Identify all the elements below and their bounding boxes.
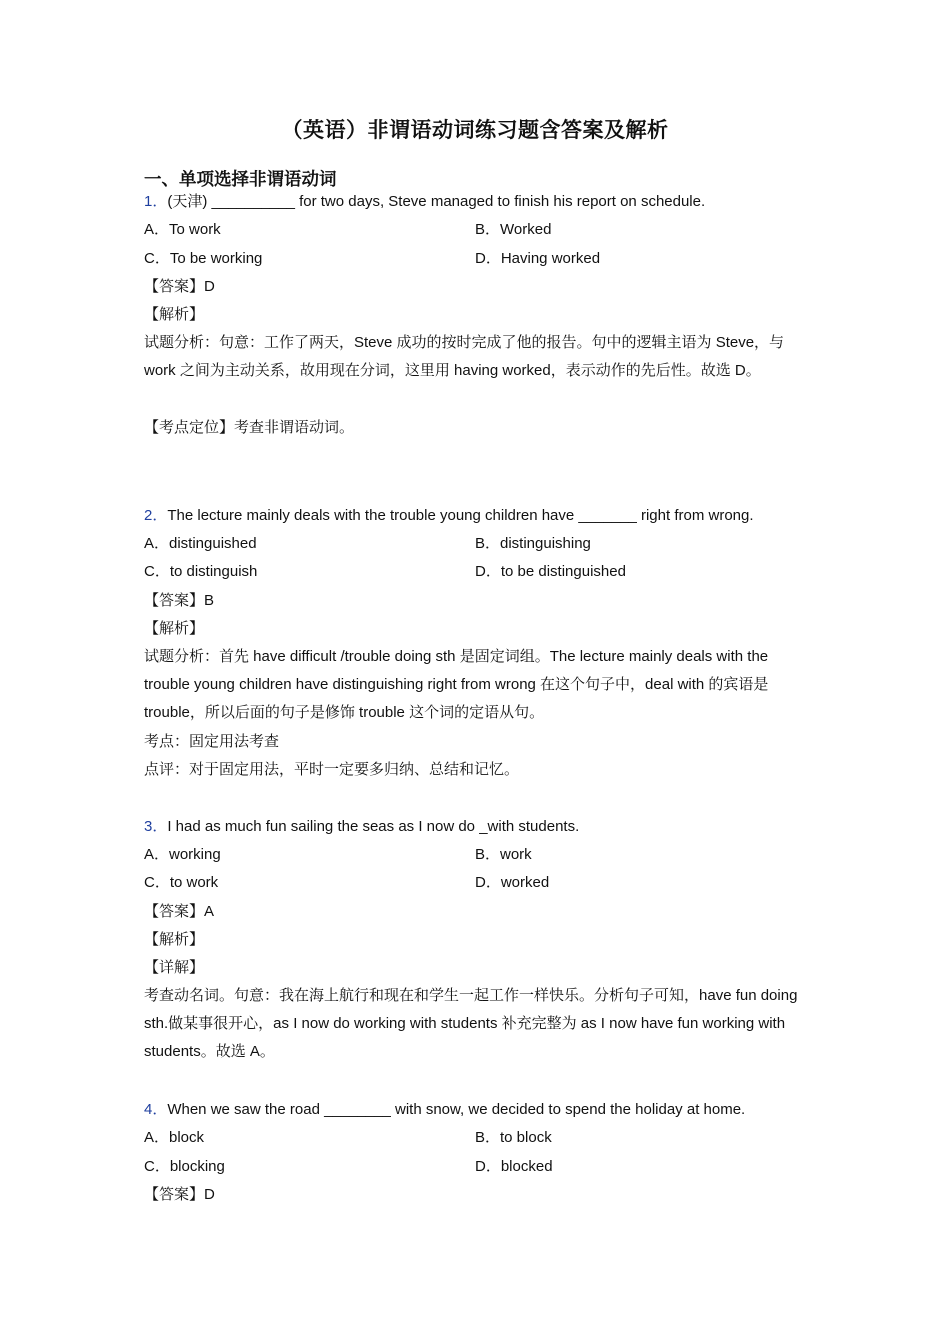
option-a: A．block	[144, 1129, 205, 1146]
question-text: (天津) __________ for two days, Steve managed to finish his report on schedule.	[167, 193, 706, 210]
question-1-stem	[144, 192, 705, 212]
option-c: C．to distinguish	[144, 563, 258, 580]
option-d: D．worked	[475, 874, 550, 891]
explanation-label: 【解析】	[144, 931, 205, 948]
detail-label: 【详解】	[144, 959, 205, 976]
option-a: A．working	[144, 846, 221, 863]
option-a: A．To work	[144, 221, 221, 238]
option-d: D．Having worked	[475, 250, 601, 267]
question-number: 3．	[144, 818, 168, 835]
answer-line: 【答案】D	[144, 1186, 215, 1203]
option-c: C．To be working	[144, 250, 263, 267]
knowledge-point: 【考点定位】考查非谓语动词。	[144, 419, 355, 436]
option-d: D．blocked	[475, 1158, 553, 1175]
question-number: 4．	[144, 1101, 168, 1118]
explanation-label: 【解析】	[144, 306, 205, 323]
explanation-label: 【解析】	[144, 620, 205, 637]
question-text: When we saw the road ________ with snow, we decided to spend the holiday at home.	[167, 1101, 746, 1118]
answer-line: 【答案】B	[144, 592, 215, 609]
question-4-stem	[144, 1100, 745, 1120]
option-b: B．Worked	[475, 221, 552, 238]
option-c: C．blocking	[144, 1158, 225, 1175]
question-text: The lecture mainly deals with the trouble young children have _______ right from wrong.	[167, 507, 754, 524]
question-number: 1．	[144, 193, 168, 210]
option-b: B．to block	[475, 1129, 552, 1146]
question-2-stem	[144, 506, 754, 526]
question-text: I had as much fun sailing the seas as I now do _with students.	[167, 818, 580, 835]
answer-line: 【答案】D	[144, 278, 215, 295]
option-c: C．to work	[144, 874, 219, 891]
answer-line: 【答案】A	[144, 903, 215, 920]
review-note: 点评：对于固定用法，平时一定要多归纳、总结和记忆。	[144, 761, 520, 778]
option-b: B．distinguishing	[475, 535, 591, 552]
analysis-paragraph: 考查动名词。句意：我在海上航行和现在和学生一起工作一样快乐。分析句子可知，have fun doing sth.做某事很开心，as I now do working with students 补充完整为 as I now have fun working with students。故选 A。	[144, 987, 798, 1060]
analysis-paragraph: 试题分析：句意：工作了两天，Steve 成功的按时完成了他的报告。句中的逻辑主语为 Steve，与 work 之间为主动关系，故用现在分词，这里用 having worked，表示动作的先后性。故选 D。	[144, 334, 785, 379]
page-title: （英语）非谓语动词练习题含答案及解析	[281, 119, 669, 142]
question-3-stem	[144, 817, 579, 837]
analysis-paragraph: 试题分析：首先 have difficult /trouble doing sth 是固定词组。The lecture mainly deals with the trouble young children have distinguishing right from wrong 在这个句子中，deal with 的宾语是 trouble，所以后面的句子是修饰 trouble 这个词的定语从句。	[144, 648, 769, 721]
option-b: B．work	[475, 846, 532, 863]
option-d: D．to be distinguished	[475, 563, 626, 580]
knowledge-point: 考点：固定用法考查	[144, 733, 280, 750]
question-number: 2．	[144, 507, 168, 524]
section-heading: 一、单项选择非谓语动词	[144, 169, 337, 189]
option-a: A．distinguished	[144, 535, 257, 552]
